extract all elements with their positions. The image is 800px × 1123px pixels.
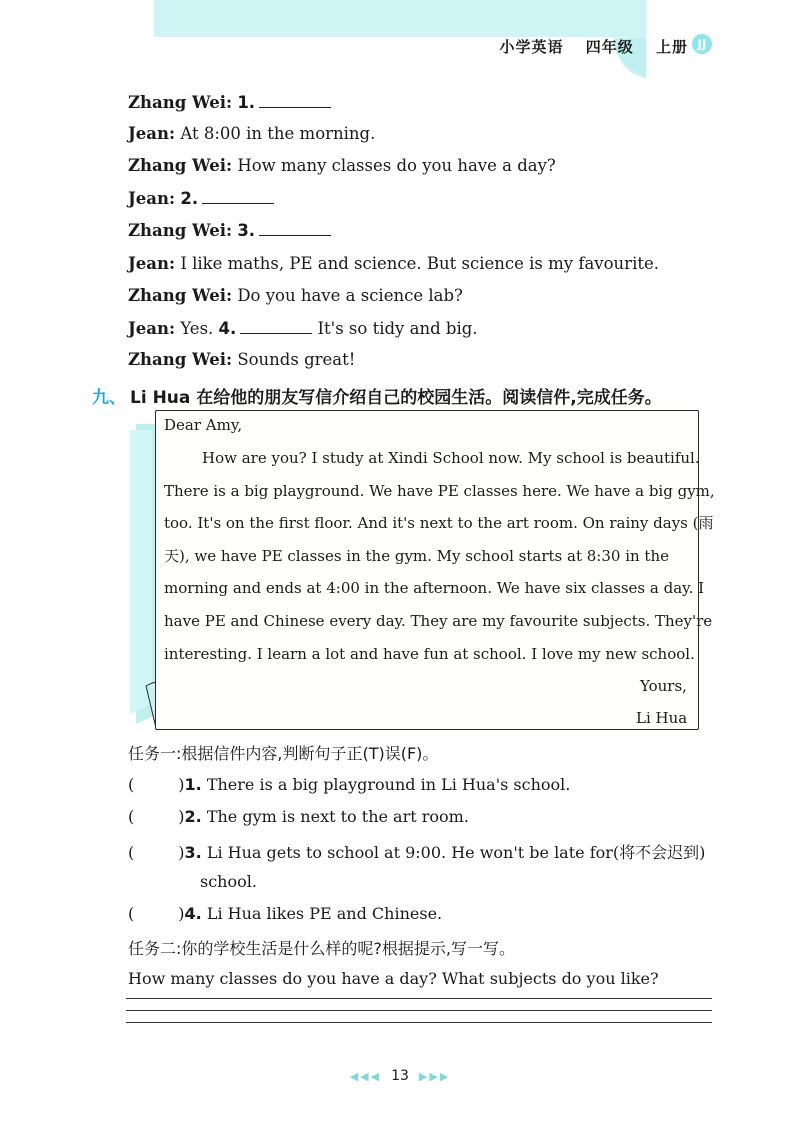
question-text: The gym is next to the art room.	[206, 807, 469, 826]
dialogue-text: Yes.	[180, 319, 214, 338]
writing-lines[interactable]	[126, 998, 712, 1034]
question-number: 1.	[237, 93, 256, 112]
letter-line: How are you? I study at Xindi School now. My school is beautiful.	[202, 449, 700, 467]
answer-paren-close: )	[178, 775, 185, 794]
section-number: 九、	[92, 388, 126, 408]
writing-line[interactable]	[126, 1010, 712, 1011]
section-title: Li Hua 在给他的朋友写信介绍自己的校园生活。阅读信件,完成任务。	[130, 388, 662, 408]
dialogue-text: Do you have a science lab?	[237, 286, 463, 305]
separator: :	[225, 350, 233, 369]
question-number: 4.	[184, 904, 202, 923]
writing-line[interactable]	[126, 1022, 712, 1023]
speaker: Jean	[128, 189, 169, 208]
header-badge: JJ	[692, 34, 712, 54]
speaker: Zhang Wei	[128, 156, 226, 175]
header-title	[483, 36, 688, 57]
speaker: Zhang Wei	[128, 350, 226, 369]
question-number: 3.	[184, 843, 202, 862]
question-number: 1.	[184, 775, 202, 794]
answer-paren-close: )	[178, 807, 185, 826]
question-text: There is a big playground in Li Hua's school.	[206, 775, 571, 794]
dialogue-line-3	[128, 156, 556, 175]
separator: :	[169, 319, 176, 338]
speaker: Jean	[128, 319, 169, 338]
separator: :	[225, 156, 233, 175]
left-arrows-icon: ◀◀◀	[349, 1070, 382, 1083]
letter-line: morning and ends at 4:00 in the afternoon. We have six classes a day. I	[164, 579, 705, 597]
dialogue-line-6	[128, 254, 659, 273]
answer-paren-open[interactable]: (	[128, 807, 135, 826]
letter-line: too. It's on the first floor. And it's next to the art room. On rainy days (雨	[164, 514, 714, 532]
task1-title: 任务一:根据信件内容,判断句子正(T)误(F)。	[128, 744, 439, 763]
answer-blank[interactable]	[259, 92, 331, 108]
dialogue-line-2	[128, 124, 375, 143]
dialogue-line-7	[128, 286, 463, 305]
speaker: Zhang Wei	[128, 221, 226, 240]
letter-line: interesting. I learn a lot and have fun at school. I love my new school.	[164, 645, 695, 663]
speaker: Jean	[128, 254, 169, 273]
tf-question	[128, 807, 469, 826]
dialogue-line-5	[128, 220, 331, 240]
separator: :	[169, 124, 176, 143]
question-number: 3.	[237, 221, 256, 240]
dialogue-line-1	[128, 92, 331, 112]
dialogue-text: I like maths, PE and science. But science is my favourite.	[180, 254, 659, 273]
question-text: Li Hua gets to school at 9:00. He won't be late for(将不会迟到)	[206, 843, 706, 862]
task2-prompt: How many classes do you have a day? What subjects do you like?	[128, 969, 659, 988]
separator: :	[225, 286, 233, 305]
header-subject: 小学英语	[499, 38, 564, 56]
speaker: Zhang Wei	[128, 286, 226, 305]
task2-title: 任务二:你的学校生活是什么样的呢?根据提示,写一写。	[128, 939, 515, 958]
tf-question	[128, 840, 705, 863]
dialogue-text: How many classes do you have a day?	[237, 156, 556, 175]
letter-greeting: Dear Amy,	[164, 416, 243, 434]
answer-paren-close: )	[178, 904, 185, 923]
separator: :	[225, 221, 233, 240]
letter-line: There is a big playground. We have PE classes here. We have a big gym,	[164, 482, 715, 500]
letter-line: have PE and Chinese every day. They are my favourite subjects. They're	[164, 612, 713, 630]
page-number: 13	[391, 1068, 409, 1084]
dialogue-text: Sounds great!	[237, 350, 356, 369]
dialogue-line-9	[128, 350, 355, 369]
writing-line[interactable]	[126, 998, 712, 999]
header-grade: 四年级	[585, 38, 634, 56]
answer-paren-open[interactable]: (	[128, 843, 135, 862]
letter-line: 天), we have PE classes in the gym. My school starts at 8:30 in the	[164, 547, 669, 565]
answer-blank[interactable]	[202, 188, 274, 204]
question-text-continued: school.	[200, 872, 257, 891]
question-number: 2.	[180, 189, 199, 208]
dialogue-text: It's so tidy and big.	[317, 319, 478, 338]
separator: :	[169, 189, 176, 208]
tf-question	[128, 904, 442, 923]
dialogue-text: At 8:00 in the morning.	[180, 124, 376, 143]
dialogue-line-4	[128, 188, 274, 208]
question-number: 2.	[184, 807, 202, 826]
section-heading	[92, 383, 662, 408]
answer-paren-close: )	[178, 843, 185, 862]
answer-paren-open[interactable]: (	[128, 904, 135, 923]
question-text: Li Hua likes PE and Chinese.	[206, 904, 443, 923]
letter-closing: Yours,	[640, 677, 687, 695]
separator: :	[225, 93, 233, 112]
separator: :	[169, 254, 176, 273]
right-arrows-icon: ▶▶▶	[418, 1070, 451, 1083]
answer-paren-open[interactable]: (	[128, 775, 135, 794]
answer-blank[interactable]	[259, 220, 331, 236]
header-volume: 上册	[655, 38, 688, 56]
question-number: 4.	[218, 319, 237, 338]
answer-blank[interactable]	[240, 318, 312, 334]
tf-question	[128, 775, 570, 794]
dialogue-line-8	[128, 318, 478, 338]
speaker: Zhang Wei	[128, 93, 226, 112]
page-footer	[0, 1068, 800, 1084]
letter-signature: Li Hua	[636, 709, 688, 727]
speaker: Jean	[128, 124, 169, 143]
